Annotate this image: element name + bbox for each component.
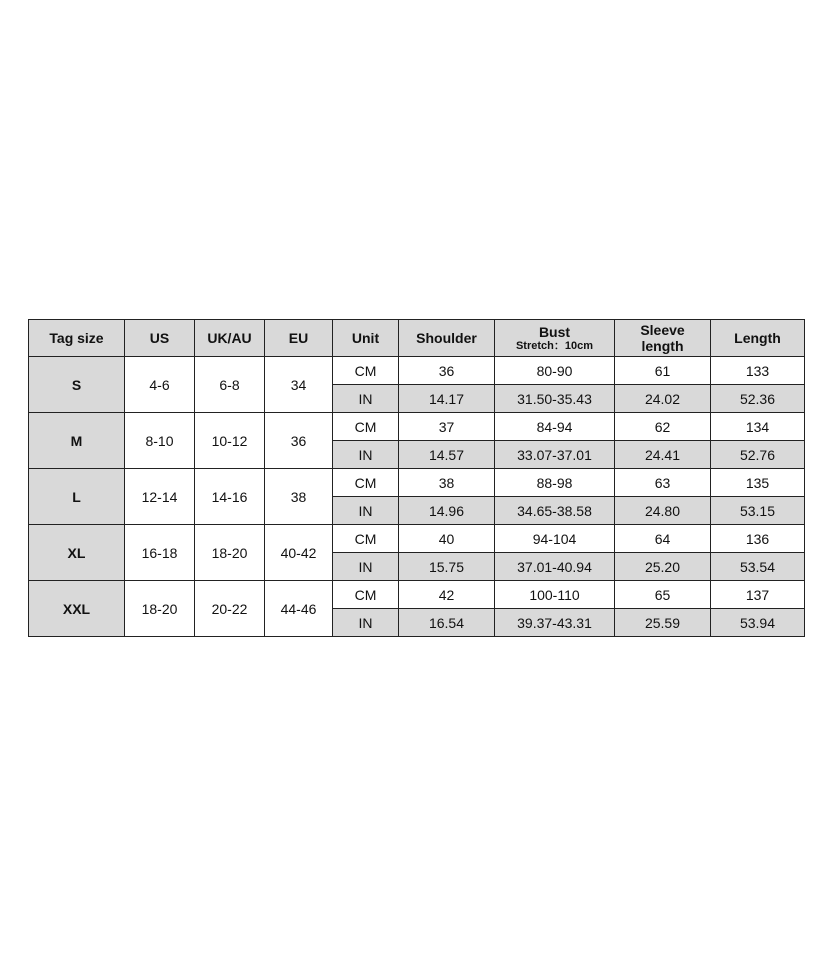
sleeve-cell: 24.80 — [615, 497, 711, 525]
header-ukau: UK/AU — [195, 320, 265, 357]
length-cell: 133 — [711, 357, 805, 385]
sleeve-cell: 65 — [615, 581, 711, 609]
header-length: Length — [711, 320, 805, 357]
table-row — [29, 413, 805, 441]
eu-size-cell: 38 — [265, 469, 333, 525]
header-bust-note: Stretch：10cm — [515, 339, 594, 352]
header-tag-size: Tag size — [29, 320, 125, 357]
sleeve-cell: 24.02 — [615, 385, 711, 413]
bust-cell: 94-104 — [495, 525, 615, 553]
header-bust-label: Bust — [538, 323, 571, 340]
sleeve-cell: 25.59 — [615, 609, 711, 637]
tag-size-cell: L — [29, 469, 125, 525]
eu-size-cell: 40-42 — [265, 525, 333, 581]
table-row — [29, 525, 805, 553]
tag-size-cell: XXL — [29, 581, 125, 637]
unit-cell: IN — [333, 385, 399, 413]
bust-cell: 100-110 — [495, 581, 615, 609]
header-sleeve-line2: length — [641, 338, 684, 354]
bust-cell: 31.50-35.43 — [495, 385, 615, 413]
bust-cell: 88-98 — [495, 469, 615, 497]
sleeve-cell: 24.41 — [615, 441, 711, 469]
length-cell: 52.76 — [711, 441, 805, 469]
shoulder-cell: 16.54 — [399, 609, 495, 637]
shoulder-cell: 38 — [399, 469, 495, 497]
sleeve-cell: 63 — [615, 469, 711, 497]
bust-cell: 33.07-37.01 — [495, 441, 615, 469]
bust-cell: 34.65-38.58 — [495, 497, 615, 525]
bust-cell: 39.37-43.31 — [495, 609, 615, 637]
header-sleeve-length — [615, 320, 711, 357]
length-cell: 53.15 — [711, 497, 805, 525]
unit-cell: CM — [333, 581, 399, 609]
shoulder-cell: 36 — [399, 357, 495, 385]
length-cell: 136 — [711, 525, 805, 553]
header-unit: Unit — [333, 320, 399, 357]
ukau-size-cell: 20-22 — [195, 581, 265, 637]
length-cell: 137 — [711, 581, 805, 609]
table-row — [29, 469, 805, 497]
length-cell: 52.36 — [711, 385, 805, 413]
length-cell: 53.94 — [711, 609, 805, 637]
length-cell: 53.54 — [711, 553, 805, 581]
eu-size-cell: 36 — [265, 413, 333, 469]
unit-cell: IN — [333, 441, 399, 469]
ukau-size-cell: 14-16 — [195, 469, 265, 525]
length-cell: 134 — [711, 413, 805, 441]
shoulder-cell: 14.17 — [399, 385, 495, 413]
header-shoulder: Shoulder — [399, 320, 495, 357]
eu-size-cell: 44-46 — [265, 581, 333, 637]
header-sleeve-line1: Sleeve — [640, 322, 685, 338]
tag-size-cell: M — [29, 413, 125, 469]
bust-cell: 80-90 — [495, 357, 615, 385]
table-row — [29, 581, 805, 609]
us-size-cell: 4-6 — [125, 357, 195, 413]
us-size-cell: 16-18 — [125, 525, 195, 581]
shoulder-cell: 42 — [399, 581, 495, 609]
shoulder-cell: 15.75 — [399, 553, 495, 581]
unit-cell: IN — [333, 553, 399, 581]
shoulder-cell: 14.96 — [399, 497, 495, 525]
tag-size-cell: S — [29, 357, 125, 413]
header-bust — [495, 320, 615, 357]
sleeve-cell: 25.20 — [615, 553, 711, 581]
shoulder-cell: 40 — [399, 525, 495, 553]
unit-cell: CM — [333, 469, 399, 497]
unit-cell: IN — [333, 609, 399, 637]
unit-cell: CM — [333, 525, 399, 553]
header-eu: EU — [265, 320, 333, 357]
length-cell: 135 — [711, 469, 805, 497]
us-size-cell: 8-10 — [125, 413, 195, 469]
unit-cell: CM — [333, 357, 399, 385]
eu-size-cell: 34 — [265, 357, 333, 413]
ukau-size-cell: 6-8 — [195, 357, 265, 413]
sleeve-cell: 61 — [615, 357, 711, 385]
ukau-size-cell: 10-12 — [195, 413, 265, 469]
shoulder-cell: 37 — [399, 413, 495, 441]
header-us: US — [125, 320, 195, 357]
shoulder-cell: 14.57 — [399, 441, 495, 469]
unit-cell: IN — [333, 497, 399, 525]
bust-cell: 37.01-40.94 — [495, 553, 615, 581]
bust-cell: 84-94 — [495, 413, 615, 441]
ukau-size-cell: 18-20 — [195, 525, 265, 581]
size-chart-table — [28, 319, 805, 637]
sleeve-cell: 62 — [615, 413, 711, 441]
sleeve-cell: 64 — [615, 525, 711, 553]
us-size-cell: 12-14 — [125, 469, 195, 525]
unit-cell: CM — [333, 413, 399, 441]
tag-size-cell: XL — [29, 525, 125, 581]
header-row — [29, 320, 805, 357]
us-size-cell: 18-20 — [125, 581, 195, 637]
table-row — [29, 357, 805, 385]
